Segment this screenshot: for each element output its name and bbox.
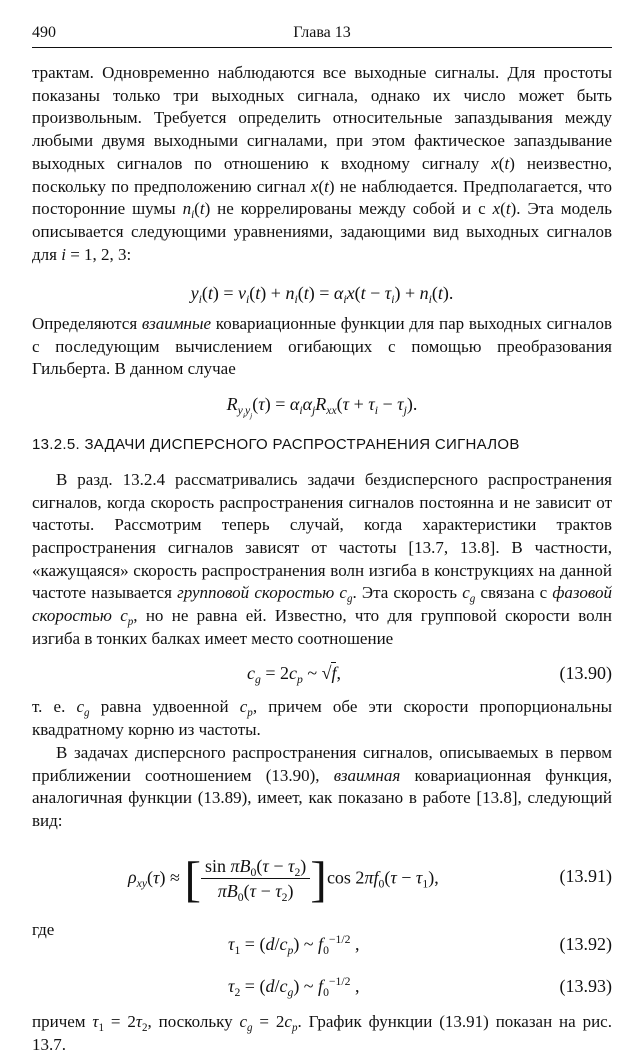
chapter-title: Глава 13	[293, 24, 351, 41]
equation-cross-covariance: $R_{y_iy_j}(\tau) = \alpha_i\alpha_jR_{xx}(\tau + \tau_i - \tau_j)$.	[226, 394, 418, 421]
section-heading: 13.2.5. ЗАДАЧИ ДИСПЕРСНОГО РАСПРОСТРАНЕНИЯ СИГНАЛОВ	[32, 436, 520, 454]
paragraph-2: Определяются взаимные ковариационные функции для пар выходных сигналов с последующим вычислением огибающих с помощью преобразования Гильберта. В данном случае	[32, 314, 613, 379]
paragraph-4: т. е. $c_g$ равна удвоенной $c_p$, причем обе эти скорости пропорциональны квадратному корню из частоты.	[32, 697, 612, 740]
paragraph-1: трактам. Одновременно наблюдаются все выходные сигналы. Для простоты показаны только три выходных сигнала, однако их число может быть произвольным. Требуется определить относительные запаздывания между любыми двумя выходными сигналами, при этом фактическое запаздывание выходных сигналов по отношению к входному сигналу x(t) неизвестно, поскольку по предположению сигнал x(t) не наблюдается. Предполагается, что посторонние шумы $n_i(t)$ не коррелированы между собой и с x(t). Эта модель описывается следующими уравнениями, задающими вид выходных сигналов для i = 1, 2, 3:	[32, 63, 613, 264]
equation-13-91: $\rho_{xy}(\tau)$ ≈ [ $\frac{\sin \pi B_0(\tau - \tau_2)}{\pi B_0(\tau - \tau_2)}$ ]cos $2\pi f_0(\tau - \tau_1)$, (13.91)	[128, 850, 612, 907]
page-body	[32, 62, 612, 1057]
equation-number: (13.90)	[559, 663, 612, 684]
paragraph-3: В разд. 13.2.4 рассматривались задачи бездисперсного распространения сигналов, когда скорость распространения сигналов постоянна и не зависит от частоты. Рассмотрим теперь случай, когда характеристики трактов распространения сигналов зависят от частоты [13.7, 13.8]. В частности, «кажущаяся» скорость распространения волн изгиба в конструкциях на данной частоте называется групповой скоростью $c_g$. Эта скорость $c_g$ связана с фазовой скоростью $c_p$, но не равна ей. Известно, что для групповой скорости волн изгиба в тонких балках имеет место соотношение	[32, 469, 612, 648]
running-header	[32, 24, 612, 46]
equation-number: (13.91)	[559, 865, 612, 886]
paragraph-5: В задачах дисперсного распространения сигналов, описываемых в первом приближении соотношением (13.90), взаимная ковариационная функция, аналогичная функции (13.89), имеет, как показано в работе [13.8], следующий вид:	[32, 742, 612, 830]
page-number: 490	[32, 24, 56, 41]
equation-output-signals: $y_i(t) = v_i(t) + n_i(t) = \alpha_ix(t - \tau_i) + n_i(t)$.	[190, 283, 454, 307]
equation-13-92: $\tau_1 = (d/c_p)$ ~ $f_0^{-1/2}$ , (13.92)	[228, 933, 612, 958]
header-rule	[32, 47, 612, 48]
equation-13-93: $\tau_2 = (d/c_g)$ ~ $f_0^{-1/2}$ , (13.93)	[228, 975, 612, 1000]
equation-13-90: $c_g = 2c_p$ ~ √f, (13.90)	[247, 663, 612, 687]
equation-number: (13.93)	[559, 976, 612, 997]
paragraph-6: причем $\tau_1 = 2\tau_2$, поскольку $c_g = 2c_p$. График функции (13.91) показан на рис. 13.7.	[32, 1012, 612, 1055]
equation-number: (13.92)	[559, 934, 612, 955]
where-label: где	[32, 919, 55, 939]
